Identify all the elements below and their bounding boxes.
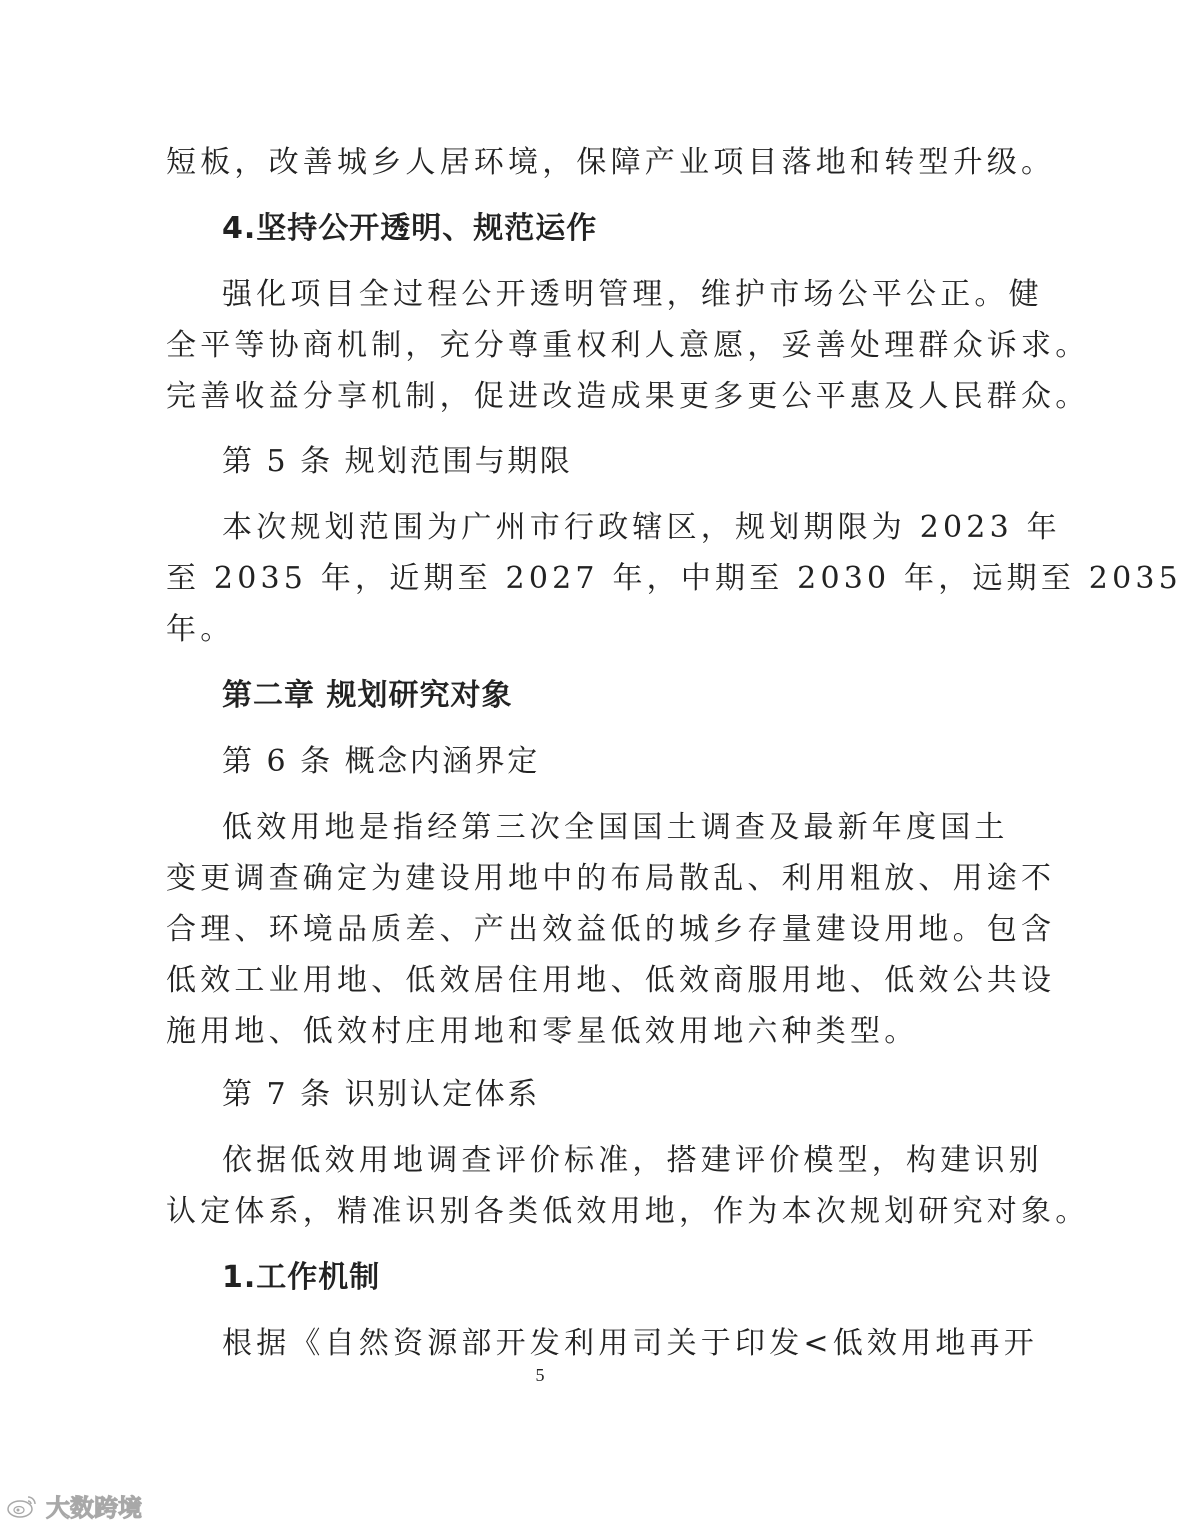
paragraph-line: 年。 bbox=[166, 612, 235, 647]
section-heading: 4.坚持公开透明、规范运作 bbox=[222, 211, 598, 246]
section-heading: 1.工作机制 bbox=[222, 1260, 381, 1295]
paragraph-line: 全平等协商机制，充分尊重权利人意愿，妥善处理群众诉求。 bbox=[166, 328, 1090, 363]
article-title: 第 7 条 识别认定体系 bbox=[222, 1077, 540, 1112]
paragraph-line: 合理、环境品质差、产出效益低的城乡存量建设用地。包含 bbox=[166, 912, 1056, 947]
page-number: 5 bbox=[535, 1365, 545, 1385]
paragraph-line: 根据《自然资源部开发利用司关于印发<低效用地再开 bbox=[222, 1326, 1038, 1361]
article-title: 第 6 条 概念内涵界定 bbox=[222, 744, 540, 779]
article-title: 第 5 条 规划范围与期限 bbox=[222, 444, 573, 479]
paragraph-line: 完善收益分享机制，促进改造成果更多更公平惠及人民群众。 bbox=[166, 379, 1090, 414]
paragraph-line: 低效工业用地、低效居住用地、低效商服用地、低效公共设 bbox=[166, 963, 1056, 998]
chapter-heading: 第二章 规划研究对象 bbox=[222, 678, 513, 713]
watermark bbox=[6, 1488, 142, 1523]
paragraph-line: 本次规划范围为广州市行政辖区，规划期限为 2023 年 bbox=[222, 510, 1061, 545]
watermark-text: 大数跨境 bbox=[46, 1494, 142, 1522]
paragraph-line: 变更调查确定为建设用地中的布局散乱、利用粗放、用途不 bbox=[166, 861, 1056, 896]
paragraph-line: 认定体系，精准识别各类低效用地，作为本次规划研究对象。 bbox=[166, 1194, 1090, 1229]
paragraph-line: 施用地、低效村庄用地和零星低效用地六种类型。 bbox=[166, 1014, 919, 1049]
paragraph-line: 短板，改善城乡人居环境，保障产业项目落地和转型升级。 bbox=[166, 145, 1056, 180]
paragraph-line: 依据低效用地调查评价标准，搭建评价模型，构建识别 bbox=[222, 1143, 1043, 1178]
paragraph-line: 至 2035 年，近期至 2027 年，中期至 2030 年，远期至 2035 bbox=[166, 561, 1182, 596]
paragraph-line: 低效用地是指经第三次全国国土调查及最新年度国土 bbox=[222, 810, 1009, 845]
weibo-logo-icon bbox=[6, 1492, 40, 1520]
paragraph-line: 强化项目全过程公开透明管理，维护市场公平公正。健 bbox=[222, 277, 1043, 312]
